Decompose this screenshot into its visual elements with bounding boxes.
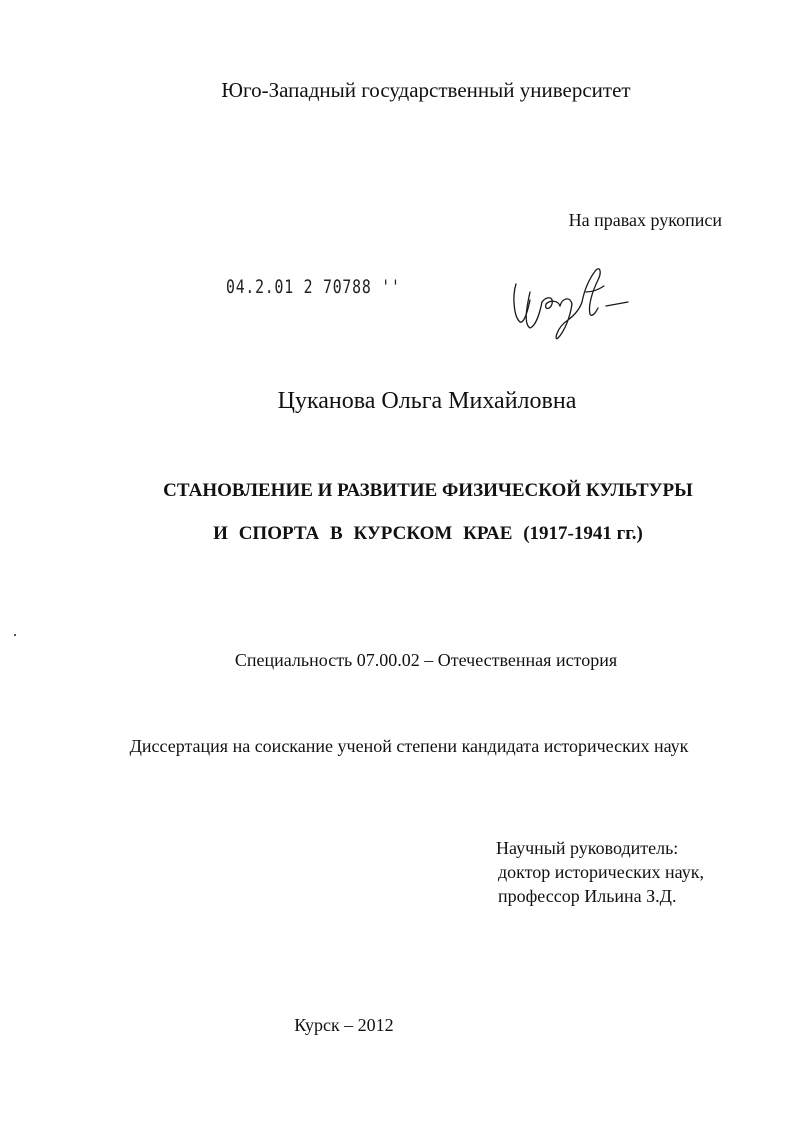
speciality: Специальность 07.00.02 – Отечественная история xyxy=(234,650,618,670)
registration-stamp: 04.2.01 2 70788 '' xyxy=(226,276,401,298)
scan-speck xyxy=(14,634,16,636)
title-years: (1917-1941 гг.) xyxy=(523,523,643,544)
supervisor-label: Научный руководитель: xyxy=(496,838,679,858)
title-line-1: СТАНОВЛЕНИЕ И РАЗВИТИЕ ФИЗИЧЕСКОЙ КУЛЬТУРЫ xyxy=(163,480,693,501)
title-line-2 xyxy=(0,523,798,545)
city-year: Курск – 2012 xyxy=(294,1015,394,1035)
author-name: Цуканова Ольга Михайловна xyxy=(277,388,577,414)
university-name: Юго-Западный государственный университет xyxy=(221,78,631,102)
signature-image xyxy=(506,262,634,342)
dissertation-statement: Диссертация на соискание ученой степени кандидата исторических наук xyxy=(129,736,689,756)
title-line-2-text: И СПОРТА В КУРСКОМ КРАЕ xyxy=(213,523,513,544)
supervisor-degree: доктор исторических наук, xyxy=(498,862,704,882)
supervisor-name: профессор Ильина З.Д. xyxy=(498,886,677,906)
rights-note: На правах рукописи xyxy=(568,210,722,230)
supervisor-block xyxy=(496,836,704,908)
